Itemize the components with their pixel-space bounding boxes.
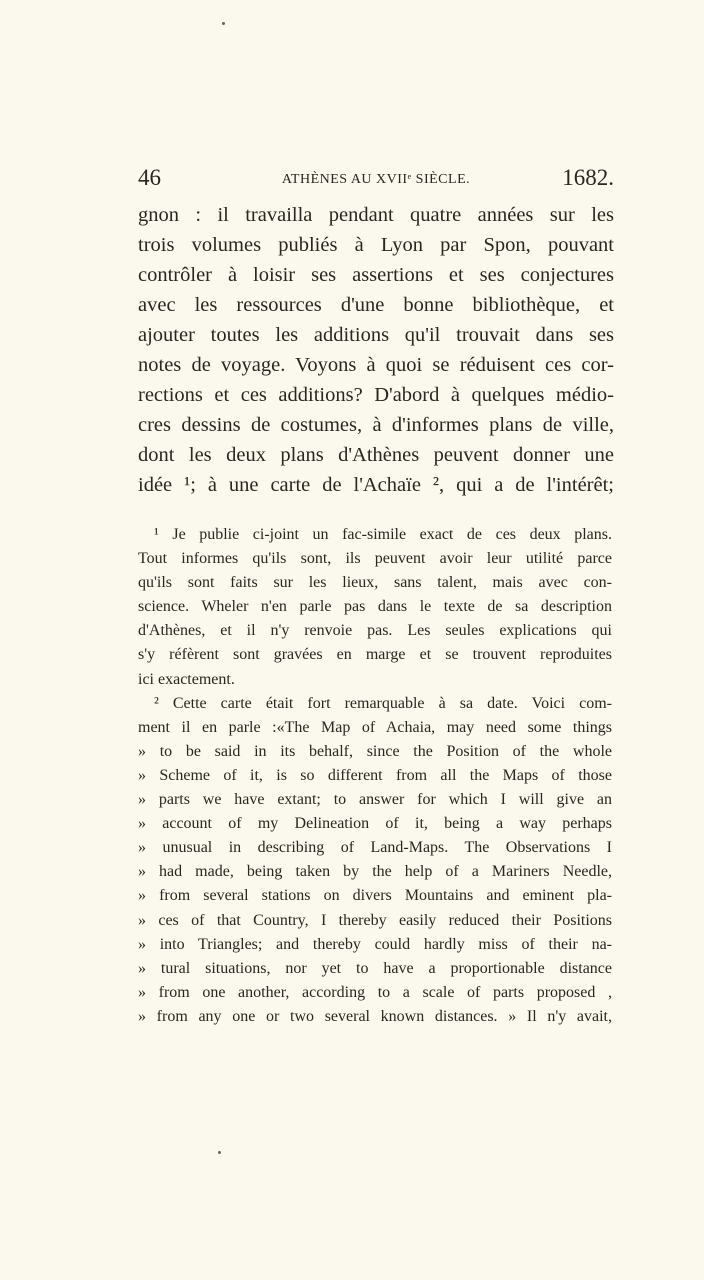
running-header — [138, 165, 614, 193]
header-year: 1682. — [562, 165, 614, 190]
paper-speck-top — [222, 22, 225, 25]
body-line: gnon : il travailla pendant quatre années sur les — [138, 204, 614, 226]
footnote-2-line: » parts we have extant; to answer for which I will give an — [138, 791, 612, 809]
footnote-2-line: » unusual in describing of Land-Maps. The Observations I — [138, 839, 612, 857]
footnote-1-line: science. Wheler n'en parle pas dans le texte de sa description — [138, 598, 612, 616]
running-title: ATHÈNES AU XVIIᵉ SIÈCLE. — [281, 172, 471, 187]
body-line: avec les ressources d'une bonne bibliothèque, et — [138, 294, 614, 316]
footnote-2-line: » into Triangles; and thereby could hardly miss of their na- — [138, 935, 612, 953]
footnote-2-line: » to be said in its behalf, since the Position of the whole — [138, 742, 612, 760]
footnote-1-line: s'y réfèrent sont gravées en marge et se trouvent reproduites — [138, 646, 612, 664]
body-line: trois volumes publiés à Lyon par Spon, pouvant — [138, 234, 614, 256]
footnote-2-line: ment il en parle :«The Map of Achaia, may need some things — [138, 718, 612, 736]
footnote-1-line: qu'ils sont faits sur les lieux, sans talent, mais avec con- — [138, 574, 612, 592]
footnote-1-line: ¹ Je publie ci-joint un fac-simile exact de ces deux plans. — [154, 526, 612, 543]
footnote-1-line: ici exactement. — [138, 670, 235, 688]
body-line: rections et ces additions? D'abord à quelques médio- — [138, 384, 614, 406]
footnote-1-line: Tout informes qu'ils sont, ils peuvent avoir leur utilité parce — [138, 550, 612, 568]
body-line: dont les deux plans d'Athènes peuvent donner une — [138, 444, 614, 466]
footnote-2-line: » from one another, according to a scale of parts proposed , — [138, 983, 612, 1001]
footnote-2-line: » account of my Delineation of it, being a way perhaps — [138, 815, 612, 833]
page-number: 46 — [138, 165, 161, 190]
footnote-2-line: » ces of that Country, I thereby easily reduced their Positions — [138, 911, 612, 929]
body-line: notes de voyage. Voyons à quoi se réduisent ces cor- — [138, 354, 614, 376]
footnote-2-line: » from several stations on divers Mountains and eminent pla- — [138, 887, 612, 905]
footnote-2-line: » from any one or two several known distances. » Il n'y avait, — [138, 1007, 612, 1025]
footnote-2-line: ² Cette carte était fort remarquable à sa date. Voici com- — [154, 694, 612, 712]
body-line: idée ¹; à une carte de l'Achaïe ², qui a de l'intérêt; — [138, 474, 614, 496]
body-line: contrôler à loisir ses assertions et ses conjectures — [138, 264, 614, 286]
footnote-1-line: d'Athènes, et il n'y renvoie pas. Les seules explications qui — [138, 622, 612, 640]
body-text — [138, 200, 614, 500]
footnote-2-line: » tural situations, nor yet to have a proportionable distance — [138, 959, 612, 977]
footnotes — [138, 523, 612, 1029]
footnote-2-line: » had made, being taken by the help of a Mariners Needle, — [138, 863, 612, 881]
body-line: ajouter toutes les additions qu'il trouvait dans ses — [138, 324, 614, 346]
body-line: cres dessins de costumes, à d'informes plans de ville, — [138, 414, 614, 436]
paper-speck-bottom — [218, 1151, 221, 1154]
footnote-2-line: » Scheme of it, is so different from all the Maps of those — [138, 766, 612, 784]
